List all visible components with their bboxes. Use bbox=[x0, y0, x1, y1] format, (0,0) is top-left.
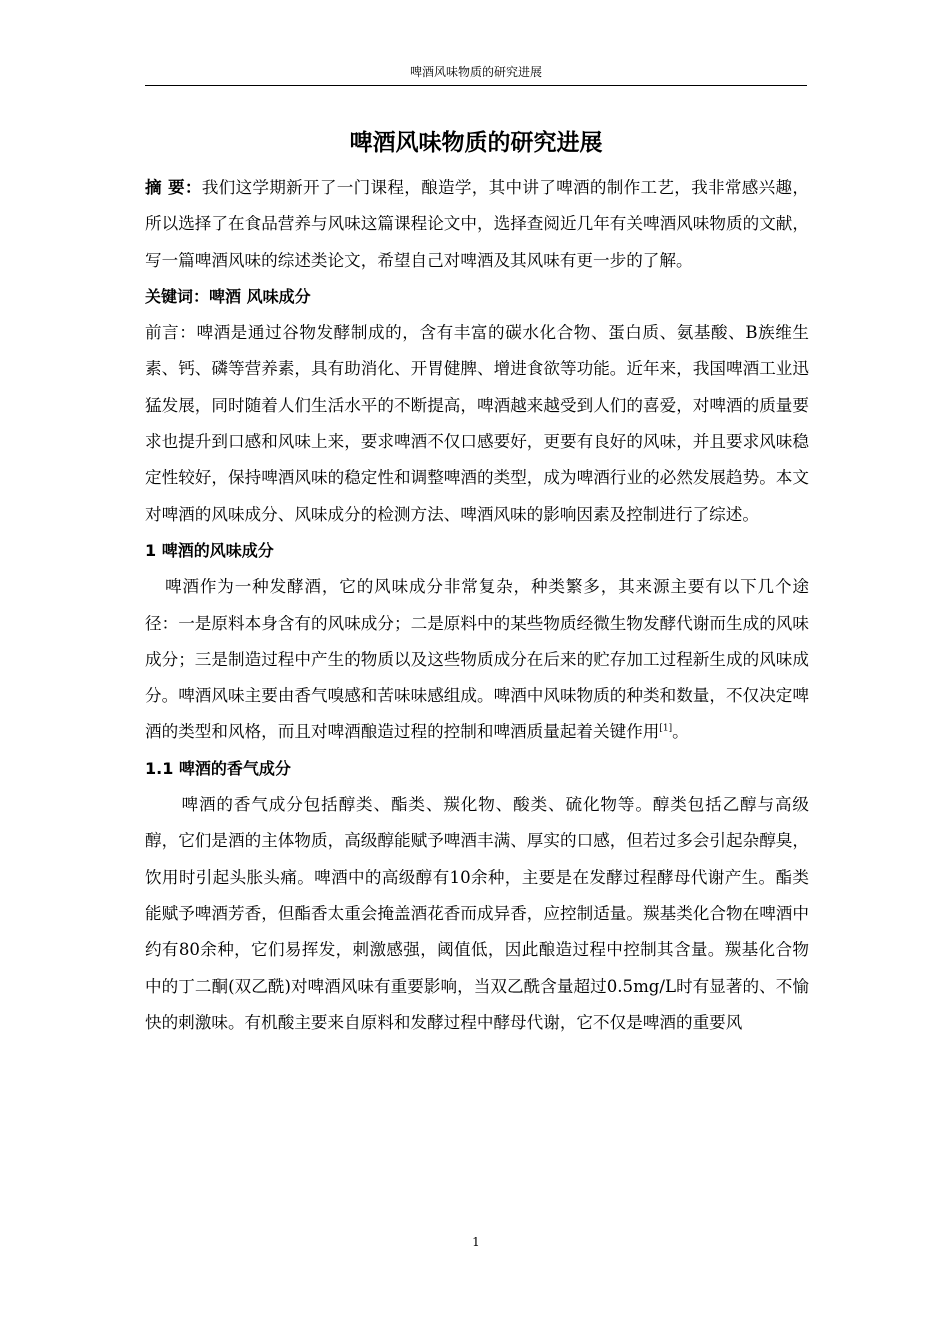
header-divider bbox=[145, 85, 807, 86]
section-1-end: 。 bbox=[672, 722, 689, 742]
running-header: 啤酒风味物质的研究进展 bbox=[409, 65, 542, 79]
abstract-text: 我们这学期新开了一门课程，酿造学，其中讲了啤酒的制作工艺，我非常感兴趣，所以选择了在食品营养与风味这篇课程论文中，选择查阅近几年有关啤酒风味物质的文献，写一篇啤酒风味的综述类论文，希望自己对啤酒及其风味有更一步的了解。 bbox=[145, 178, 810, 270]
keywords-label: 关键词： bbox=[145, 286, 210, 306]
section-1-text: 啤酒作为一种发酵酒，它的风味成分非常复杂，种类繁多，其来源主要有以下几个途径：一是原料本身含有的风味成分；二是原料中的某些物质经微生物发酵代谢而生成的风味成分；三是制造过程中产生的物质以及这些物质成分在后来的贮存加工过程新生成的风味成分。啤酒风味主要由香气嗅感和苦味味感组成。啤酒中风味物质的种类和数量，不仅决定啤酒的类型和风格，而且对啤酒酿造过程的控制和啤酒质量起着关键作用 bbox=[145, 577, 809, 742]
abstract-paragraph bbox=[145, 170, 809, 279]
section-1-1-heading: 1.1 啤酒的香气成分 bbox=[145, 758, 291, 778]
citation-1: [1] bbox=[659, 723, 673, 734]
preface-paragraph: 前言：啤酒是通过谷物发酵制成的，含有丰富的碳水化合物、蛋白质、氨基酸、B族维生素、钙、磷等营养素，具有助消化、开胃健脾、增进食欲等功能。近年来，我国啤酒工业迅猛发展，同时随着人们生活水平的不断提高，啤酒越来越受到人们的喜爱，对啤酒的质量要求也提升到口感和风味上来，要求啤酒不仅口感要好，更要有良好的风味，并且要求风味稳定性较好，保持啤酒风味的稳定性和调整啤酒的类型，成为啤酒行业的必然发展趋势。本文对啤酒的风味成分、风味成分的检测方法、啤酒风味的影响因素及控制进行了综述。 bbox=[145, 323, 809, 524]
keywords-text: 啤酒 风味成分 bbox=[209, 286, 311, 306]
document-body bbox=[145, 170, 809, 1041]
keywords-paragraph bbox=[145, 279, 809, 315]
section-1-1-paragraph: 啤酒的香气成分包括醇类、酯类、羰化物、酸类、硫化物等。醇类包括乙醇与高级醇，它们是酒的主体物质，高级醇能赋予啤酒丰满、厚实的口感，但若过多会引起杂醇臭，饮用时引起头胀头痛。啤酒中的高级醇有10余种，主要是在发酵过程酵母代谢产生。酯类能赋予啤酒芳香，但酯香太重会掩盖酒花香而成异香，应控制适量。羰基类化合物在啤酒中约有80余种，它们易挥发，刺激感强，阈值低，因此酿造过程中控制其含量。羰基化合物中的丁二酮(双乙酰)对啤酒风味有重要影响，当双乙酰含量超过0.5mg/L时有显著的、不愉快的刺激味。有机酸主要来自原料和发酵过程中酵母代谢，它不仅是啤酒的重要风 bbox=[145, 795, 809, 1032]
section-1-heading: 1 啤酒的风味成分 bbox=[145, 540, 274, 560]
abstract-label: 摘 要： bbox=[145, 178, 202, 197]
section-1-paragraph bbox=[145, 569, 809, 750]
page-number: 1 bbox=[472, 1235, 480, 1249]
document-title: 啤酒风味物质的研究进展 bbox=[349, 130, 603, 156]
